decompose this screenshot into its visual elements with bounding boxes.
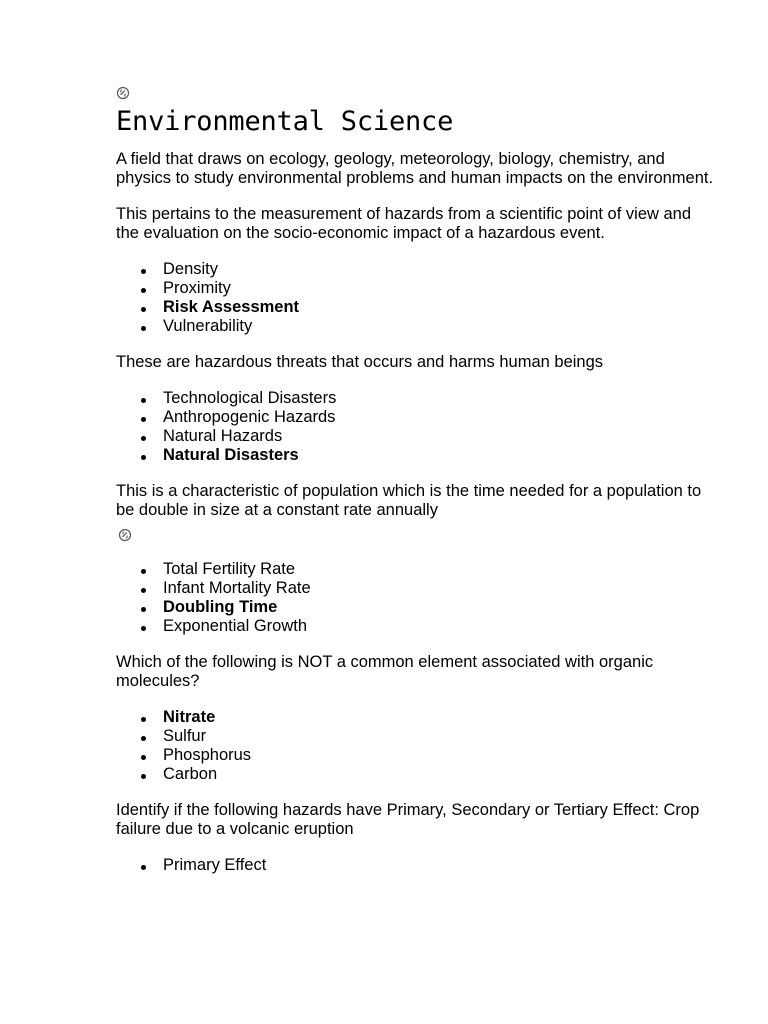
list-item: Carbon — [116, 765, 716, 784]
list-item: Exponential Growth — [116, 617, 716, 636]
list-item: Primary Effect — [116, 856, 716, 875]
answer-item: Nitrate — [116, 708, 716, 727]
page-title: Environmental Science — [116, 106, 454, 137]
question-text: Identify if the following hazards have Primary, Secondary or Tertiary Effect: Crop failure due to a volcanic eruption — [116, 801, 700, 838]
answer-item: Natural Disasters — [116, 446, 716, 465]
link-icon[interactable] — [116, 86, 130, 100]
question-text: This pertains to the measurement of hazards from a scientific point of view and the evaluation on the socio-economic impact of a hazardous event. — [116, 205, 692, 242]
options-list — [116, 856, 716, 875]
options-list — [116, 560, 716, 636]
list-item: Proximity — [116, 279, 716, 298]
options-list — [116, 260, 716, 336]
list-item: Vulnerability — [116, 317, 716, 336]
question-text: This is a characteristic of population which is the time needed for a population to be double in size at a constant rate annually — [116, 482, 702, 519]
list-item: Sulfur — [116, 727, 716, 746]
answer-item: Doubling Time — [116, 598, 716, 617]
list-item: Natural Hazards — [116, 427, 716, 446]
list-item: Technological Disasters — [116, 389, 716, 408]
answer-item: Risk Assessment — [116, 298, 716, 317]
intro-paragraph: A field that draws on ecology, geology, meteorology, biology, chemistry, and physics to study environmental problems and human impacts on the environment. — [116, 150, 714, 187]
options-list — [116, 708, 716, 784]
document-page — [116, 86, 716, 892]
list-item: Anthropogenic Hazards — [116, 408, 716, 427]
link-icon[interactable] — [118, 528, 132, 542]
list-item: Infant Mortality Rate — [116, 579, 716, 598]
list-item: Phosphorus — [116, 746, 716, 765]
question-text: Which of the following is NOT a common element associated with organic molecules? — [116, 653, 654, 690]
options-list — [116, 389, 716, 465]
list-item: Density — [116, 260, 716, 279]
question-text: These are hazardous threats that occurs and harms human beings — [116, 353, 604, 371]
list-item: Total Fertility Rate — [116, 560, 716, 579]
